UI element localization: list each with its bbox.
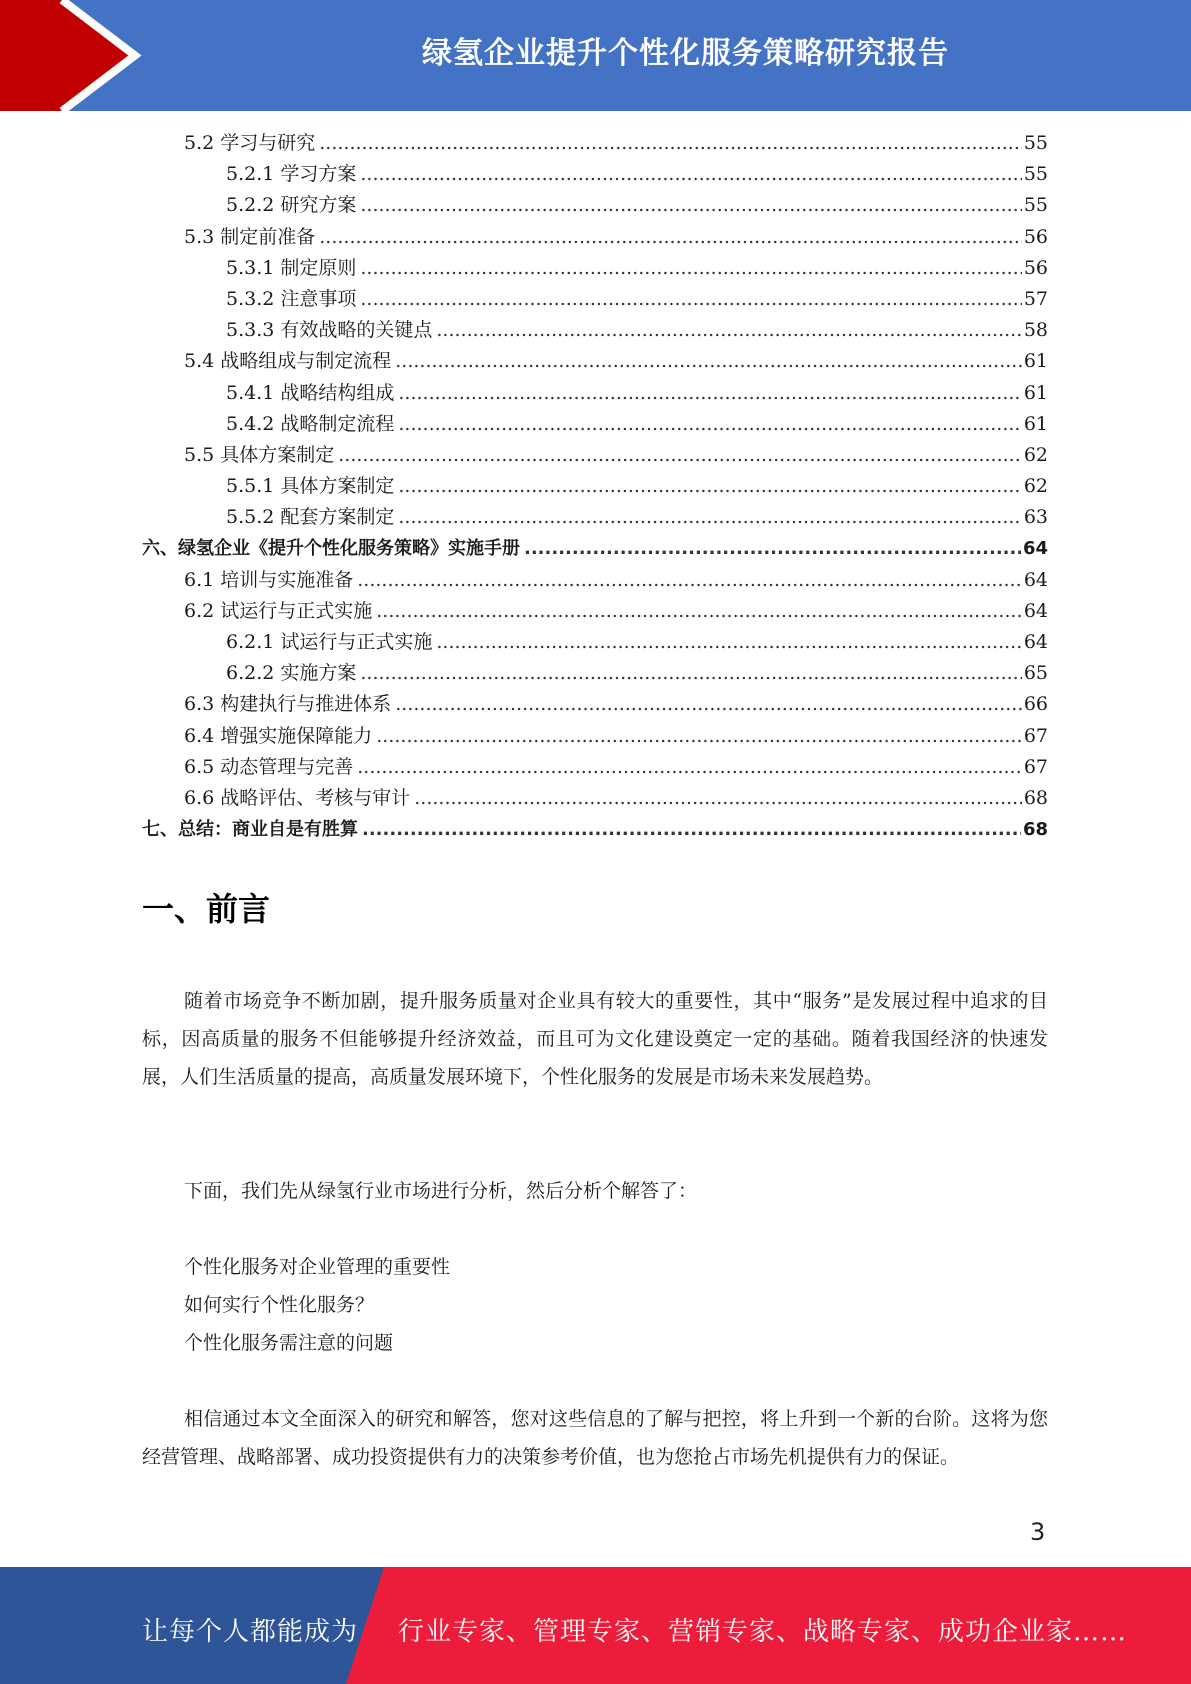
toc-dot-leader [360,284,1021,315]
toc-entry-page: 64 [1023,631,1048,653]
toc-entry[interactable] [142,346,1048,377]
toc-entry-label: 5.3.1 制定原则 [226,256,357,279]
toc-dot-leader [398,378,1021,409]
transition-paragraph: 下面，我们先从绿氢行业市场进行分析，然后分析个解答了： [184,1180,698,1202]
toc-entry-label: 6.1 培训与实施准备 [184,568,354,591]
toc-entry-page: 55 [1023,163,1048,186]
toc-dot-leader [360,658,1021,689]
toc-entry-label: 5.4 战略组成与制定流程 [184,350,392,373]
toc-entry[interactable] [142,565,1048,596]
toc-entry-label: 5.2.1 学习方案 [226,163,357,186]
toc-dot-leader [436,315,1021,346]
toc-dot-leader [376,596,1022,627]
toc-dot-leader [362,814,1021,845]
toc-entry-page: 55 [1023,132,1048,154]
toc-entry-page: 68 [1022,819,1048,841]
toc-entry-page: 62 [1023,443,1048,466]
conclusion-paragraph: 相信通过本文全面深入的研究和解答，您对这些信息的了解与把控，将上升到一个新的台阶。这将为您经营管理、战略部署、成功投资提供有力的决策参考价值，也为您抢占市场先机提供有力的保证。 [142,1408,1048,1468]
toc-entry[interactable] [142,409,1048,440]
toc-entry-label: 6.5 动态管理与完善 [184,755,354,778]
toc-entry-page: 61 [1023,381,1048,404]
toc-entry-label: 七、总结：商业自是有胜算 [142,819,358,841]
toc-entry[interactable] [142,440,1048,471]
toc-entry-label: 5.5.2 配套方案制定 [226,506,395,529]
footer-slogan-right: 行业专家、管理专家、营销专家、战略专家、成功企业家…… [398,1617,1128,1647]
toc-entry[interactable] [142,596,1048,627]
toc-entry[interactable] [142,658,1048,689]
toc-entry[interactable] [142,315,1048,346]
toc-entry[interactable] [142,627,1048,658]
toc-dot-leader [436,627,1021,658]
toc-entry-label: 5.2.2 研究方案 [226,194,357,217]
toc-entry[interactable] [142,190,1048,221]
toc-entry-page: 61 [1023,412,1048,435]
toc-entry[interactable] [142,689,1048,720]
toc-dot-leader [357,565,1022,596]
toc-entry-label: 5.2 学习与研究 [184,132,316,154]
toc-entry-page: 61 [1023,350,1048,373]
list-item: 个性化服务对企业管理的重要性 [184,1256,451,1278]
list-item: 如何实行个性化服务？ [184,1294,375,1316]
toc-entry[interactable] [142,128,1048,159]
toc-dot-leader [524,533,1021,564]
toc-dot-leader [319,222,1022,253]
toc-entry-page: 67 [1023,755,1048,778]
toc-entry-label: 6.4 增强实施保障能力 [184,724,373,747]
toc-entry-label: 6.3 构建执行与推进体系 [184,693,392,716]
toc-entry[interactable] [142,378,1048,409]
toc-entry-page: 65 [1023,662,1048,685]
toc-entry[interactable] [142,253,1048,284]
footer-slogan-left: 让每个人都能成为 [142,1617,359,1647]
toc-dot-leader [360,190,1021,221]
toc-entry-page: 68 [1023,786,1048,809]
toc-entry[interactable] [142,783,1048,814]
header-title: 绿氢企业提升个性化服务策略研究报告 [422,36,949,71]
toc-entry-label: 六、绿氢企业《提升个性化服务策略》实施手册 [142,538,520,560]
toc-dot-leader [338,440,1022,471]
toc-entry-label: 6.2 试运行与正式实施 [184,599,373,622]
toc-entry-page: 67 [1023,724,1048,747]
toc-entry-page: 64 [1023,599,1048,622]
page-number: 3 [1030,1518,1046,1546]
toc-entry-label: 5.5 具体方案制定 [184,443,335,466]
toc-dot-leader [357,752,1022,783]
toc-dot-leader [395,689,1022,720]
header-red-arrow [0,0,150,111]
section-title: 一、前言 [142,890,271,928]
table-of-contents [142,128,1048,845]
toc-entry-page: 56 [1023,225,1048,248]
toc-dot-leader [395,346,1022,377]
toc-entry-label: 5.4.2 战略制定流程 [226,412,395,435]
toc-dot-leader [360,159,1021,190]
toc-dot-leader [414,783,1022,814]
toc-entry-page: 64 [1023,568,1048,591]
toc-dot-leader [376,721,1022,752]
toc-dot-leader [360,253,1021,284]
intro-paragraph: 随着市场竞争不断加剧，提升服务质量对企业具有较大的重要性，其中“服务”是发展过程中追求的目标，因高质量的服务不但能够提升经济效益，而且可为文化建设奠定一定的基础。随着我国经济的快速发展，人们生活质量的提高，高质量发展环境下，个性化服务的发展是市场未来发展趋势。 [142,990,1048,1088]
toc-entry-label: 5.4.1 战略结构组成 [226,381,395,404]
toc-entry-page: 64 [1022,538,1048,560]
toc-entry[interactable] [142,752,1048,783]
toc-dot-leader [319,128,1022,159]
toc-entry[interactable] [142,159,1048,190]
toc-entry[interactable] [142,721,1048,752]
toc-entry-label: 6.2.2 实施方案 [226,662,357,685]
toc-entry-label: 5.3.2 注意事项 [226,287,357,310]
toc-entry-label: 5.3.3 有效战略的关键点 [226,319,433,342]
toc-entry[interactable] [142,533,1048,564]
toc-entry-page: 57 [1023,287,1048,310]
toc-entry-page: 62 [1023,475,1048,498]
toc-entry-label: 6.2.1 试运行与正式实施 [226,631,433,653]
toc-dot-leader [398,409,1021,440]
toc-entry-label: 5.3 制定前准备 [184,225,316,248]
toc-entry[interactable] [142,502,1048,533]
toc-entry-page: 56 [1023,256,1048,279]
toc-entry-page: 66 [1023,693,1048,716]
toc-entry[interactable] [142,814,1048,845]
toc-dot-leader [398,502,1021,533]
toc-entry-page: 55 [1023,194,1048,217]
toc-entry-page: 58 [1023,319,1048,342]
page-footer [0,1567,1191,1684]
toc-entry-label: 6.6 战略评估、考核与审计 [184,786,411,809]
page-header [0,0,1191,111]
toc-dot-leader [398,471,1021,502]
list-item: 个性化服务需注意的问题 [184,1332,394,1354]
toc-entry[interactable] [142,284,1048,315]
toc-entry[interactable] [142,471,1048,502]
toc-entry-label: 5.5.1 具体方案制定 [226,475,395,498]
toc-entry-page: 63 [1023,506,1048,529]
toc-entry[interactable] [142,222,1048,253]
